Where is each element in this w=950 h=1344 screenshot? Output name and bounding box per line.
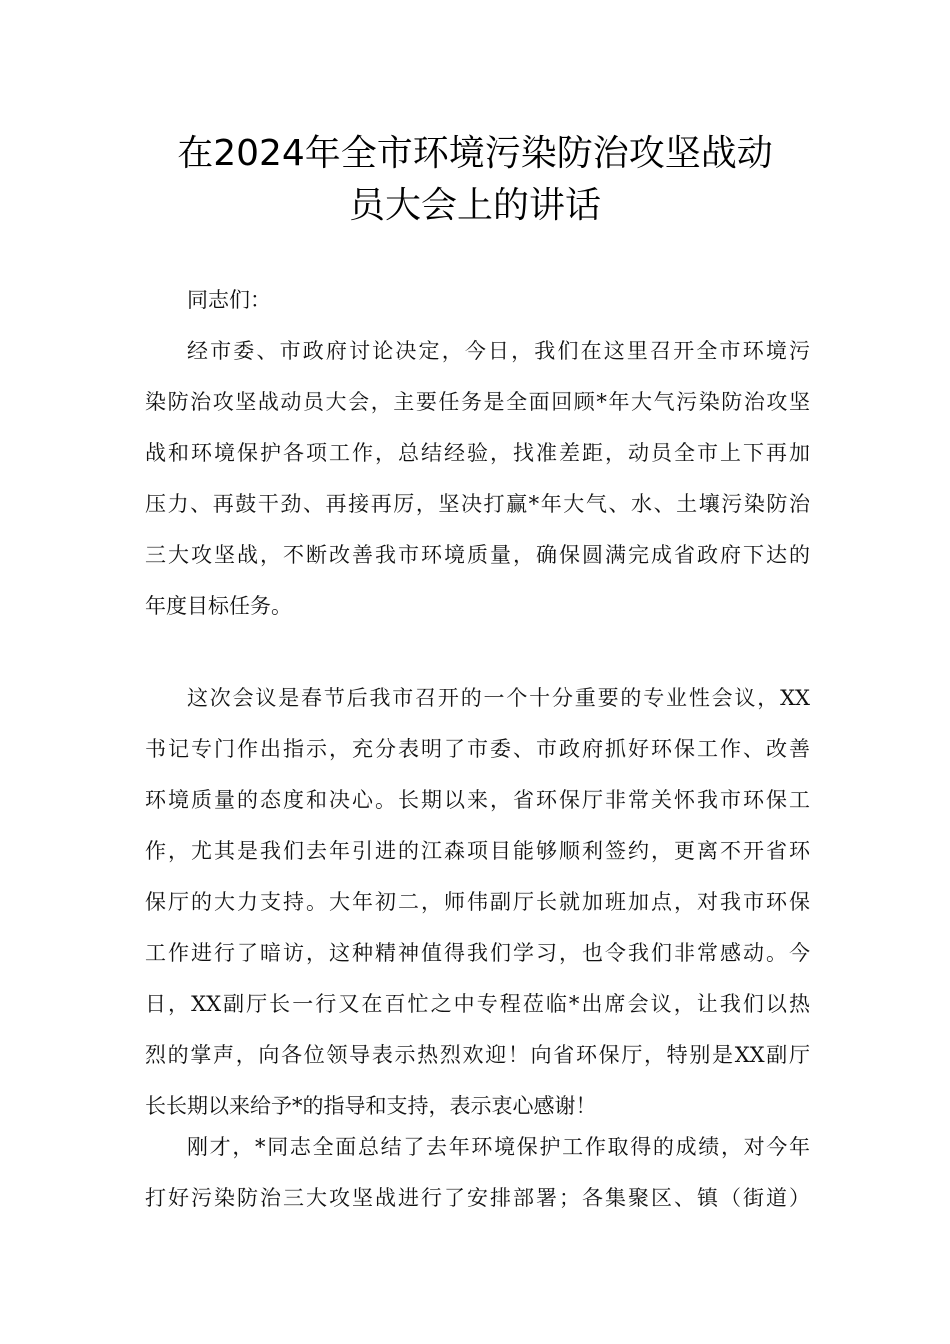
document-title-line-1: 在2024年全市环境污染防治攻坚战动 xyxy=(177,133,773,174)
paragraph-line: 三大攻坚战，不断改善我市环境质量，确保圆满完成省政府下达的 xyxy=(145,543,810,567)
paragraph-line: 烈的掌声，向各位领导表示热烈欢迎！向省环保厅，特别是XX副厅 xyxy=(145,1043,810,1067)
paragraph-line: 作，尤其是我们去年引进的江森项目能够顺利签约，更离不开省环 xyxy=(145,839,810,863)
paragraph-line: 日，XX副厅长一行又在百忙之中专程莅临*出席会议，让我们以热 xyxy=(145,992,810,1016)
paragraph-line: 打好污染防治三大攻坚战进行了安排部署；各集聚区、镇（街道） xyxy=(145,1186,810,1210)
paragraph-line: 压力、再鼓干劲、再接再厉，坚决打赢*年大气、水、土壤污染防治 xyxy=(145,492,810,516)
paragraph-line: 工作进行了暗访，这种精神值得我们学习，也令我们非常感动。今 xyxy=(145,941,810,965)
salutation-text: 同志们： xyxy=(187,288,271,312)
paragraph-3 xyxy=(145,1122,810,1224)
salutation xyxy=(145,275,810,326)
document-title-line-2: 员大会上的讲话 xyxy=(348,185,601,226)
paragraph-line: 保厅的大力支持。大年初二，师伟副厅长就加班加点，对我市环保 xyxy=(145,890,810,914)
paragraph-line: 年度目标任务。 xyxy=(145,594,292,618)
paragraph-line: 这次会议是春节后我市召开的一个十分重要的专业性会议，XX xyxy=(187,686,810,710)
paragraph-line: 战和环境保护各项工作，总结经验，找准差距，动员全市上下再加 xyxy=(145,441,810,465)
paragraph-2 xyxy=(145,673,810,1132)
paragraph-line: 经市委、市政府讨论决定，今日，我们在这里召开全市环境污 xyxy=(187,339,810,363)
paragraph-line: 长长期以来给予*的指导和支持，表示衷心感谢！ xyxy=(145,1094,597,1118)
paragraph-line: 染防治攻坚战动员大会，主要任务是全面回顾*年大气污染防治攻坚 xyxy=(145,390,810,414)
paragraph-line: 环境质量的态度和决心。长期以来，省环保厅非常关怀我市环保工 xyxy=(145,788,810,812)
paragraph-1 xyxy=(145,326,810,632)
paragraph-line: 书记专门作出指示，充分表明了市委、市政府抓好环保工作、改善 xyxy=(145,737,810,761)
paragraph-line: 刚才，*同志全面总结了去年环境保护工作取得的成绩，对今年 xyxy=(187,1135,810,1159)
